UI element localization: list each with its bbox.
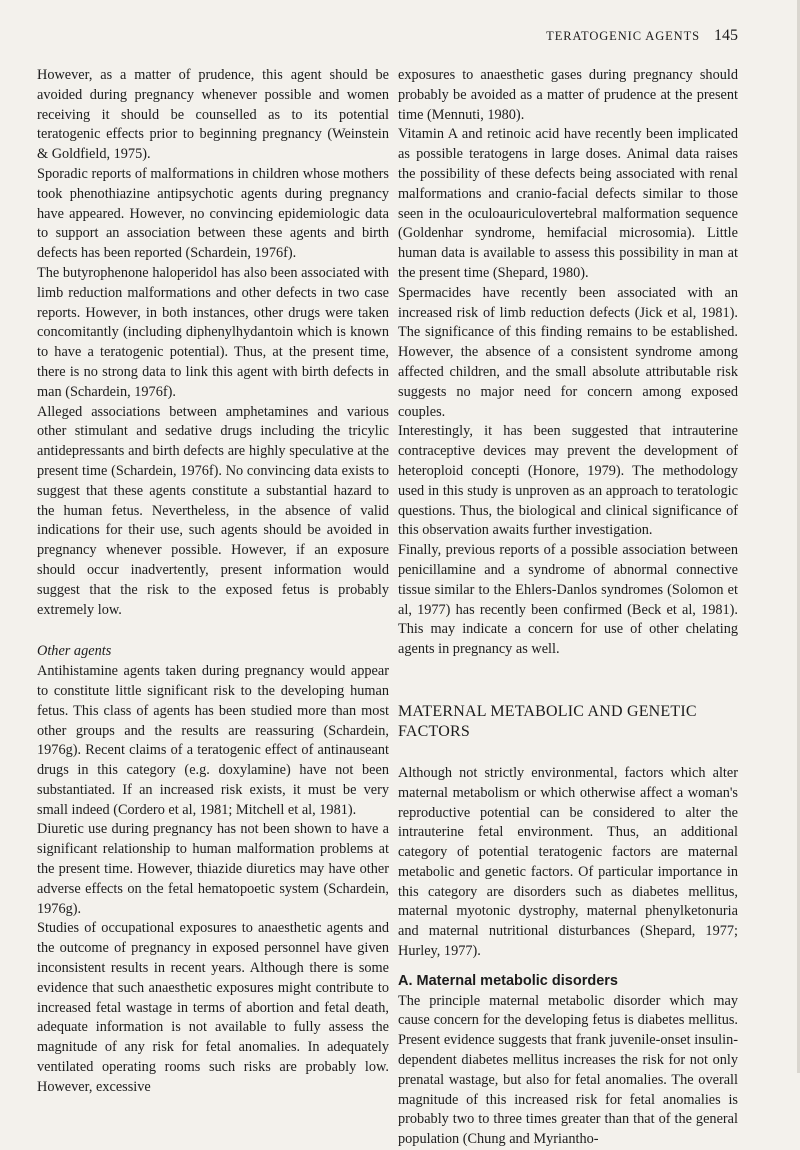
right-column [398, 66, 738, 1150]
subheading-other-agents: Other agents [37, 643, 112, 660]
paragraph: Antihistamine agents taken during pregnancy would appear to constitute little significant risk to the developing human fetus. This class of agents has been studied more than most other groups and the results are reassuring (Schardein, 1976g). Recent claims of a teratogenic effect of antinauseant drugs in this category (e.g. doxylamine) have not been substantiated. If an increased risk exists, it must be very small indeed (Cordero et al, 1981; Mitchell et al, 1981). [37, 663, 389, 818]
paragraph: Diuretic use during pregnancy has not been shown to have a significant relationship to human malformation problems at the present time. However, thiazide diuretics may have other adverse effects on the fetal hematopoetic system (Schardein, 1976g). [37, 821, 389, 917]
paragraph: Vitamin A and retinoic acid have recently been implicated as possible teratogens in large doses. Animal data raises the possibility of these defects being associated with renal malformations and cranio-facial defects similar to those seen in the oculoauriculovertebral malformation sequence (Goldenhar syndrome, hemifacial microsomia). Little human data is available to assess this possibility in man at the present time (Shepard, 1980). [398, 126, 738, 281]
paragraph: The principle maternal metabolic disorder which may cause concern for the developing fetus is diabetes mellitus. Present evidence suggests that frank juvenile-onset insulin-dependent diabetes mellitus increases the risk for not only prenatal wastage, but also for fetal anomalies. The overall magnitude of this increased risk for fetal anomalies is probably two to three times greater than that of the general population (Chung and Myriantho- [398, 992, 738, 1148]
paragraph: Finally, previous reports of a possible association between penicillamine and a syndrome of abnormal connective tissue similar to the Ehlers-Danlos syndromes (Solomon et al, 1977) has recently been confirmed (Beck et al, 1981). This may indicate a concern for use of other chelating agents in pregnancy as well. [398, 542, 738, 658]
paragraph: exposures to anaesthetic gases during pregnancy should probably be avoided as a matter of prudence at the present time (Mennuti, 1980). [398, 67, 738, 123]
paragraph: Spermacides have recently been associated with an increased risk of limb reduction defects (Jick et al, 1981). The significance of this finding remains to be established. However, the absence of a consistent syndrome among affected children, and the small absolute attributable risk suggests no major need for concern among exposed couples. [398, 284, 738, 420]
left-column [37, 66, 389, 1098]
paragraph: Sporadic reports of malformations in children whose mothers took phenothiazine antipsychotic agents during pregnancy have appeared. However, no convincing epidemiologic data to support an association between these agents and birth defects has been reported (Schardein, 1976f). [37, 165, 389, 262]
page-number: 145 [714, 27, 738, 44]
page-header [546, 27, 738, 45]
section-heading: MATERNAL METABOLIC AND GENETIC FACTORS [398, 702, 697, 740]
paragraph: However, as a matter of prudence, this agent should be avoided during pregnancy whenever possible and women receiving it should be counselled as to its potential teratogenic effects prior to beginning pregnancy (Weinstein & Goldfield, 1975). [37, 67, 389, 163]
running-head: TERATOGENIC AGENTS [546, 29, 700, 43]
paragraph: Alleged associations between amphetamines and various other stimulant and sedative drugs including the tricylic antidepressants and birth defects are highly speculative at the present time (Schardein, 1976f). No convincing data exists to suggest that these agents constitute a substantial hazard to the human fetus. Nevertheless, in the absence of valid indications for their use, such agents should be avoided in pregnancy whenever possible. However, if an exposure should occur inadvertently, present information would suggest that the risk to the exposed fetus is probably extremely low. [37, 403, 389, 618]
paragraph: Studies of occupational exposures to anaesthetic agents and the outcome of pregnancy in exposed personnel have given inconsistent results in recent years. Although there is some evidence that such anaesthetic exposures might contribute to increased fetal wastage in terms of abortion and fetal death, adequate information is not available to fully assess the magnitude of any risk for fetal anomalies. In adequately ventilated operating rooms such risks are probably low. However, excessive [37, 920, 389, 1095]
paragraph: The butyrophenone haloperidol has also been associated with limb reduction malformations and other defects in two case reports. However, in both instances, other drugs were taken concomitantly (including diphenylhydantoin which is known to have a teratogenic potential). Thus, at the present time, there is no strong data to link this agent with birth defects in man (Schardein, 1976f). [37, 264, 389, 400]
paragraph: Although not strictly environmental, factors which alter maternal metabolism or which otherwise affect a woman's reproductive potential can be considered to alter the intrauterine fetal environment. Thus, an additional category of potential teratogenic factors are maternal metabolic and genetic factors. Of particular importance in this category are disorders such as diabetes mellitus, maternal myotonic dystrophy, maternal phenylketonuria and maternal nutritional disturbances (Shepard, 1977; Hurley, 1977). [398, 764, 738, 960]
paragraph: Interestingly, it has been suggested that intrauterine contraceptive devices may prevent the development of heteroploid concepti (Honore, 1979). The methodology used in this study is unproven as an approach to teratologic questions. Thus, the biological and clinical significance of this observation awaits further investigation. [398, 423, 738, 539]
subsection-heading: A. Maternal metabolic disorders [398, 972, 618, 989]
